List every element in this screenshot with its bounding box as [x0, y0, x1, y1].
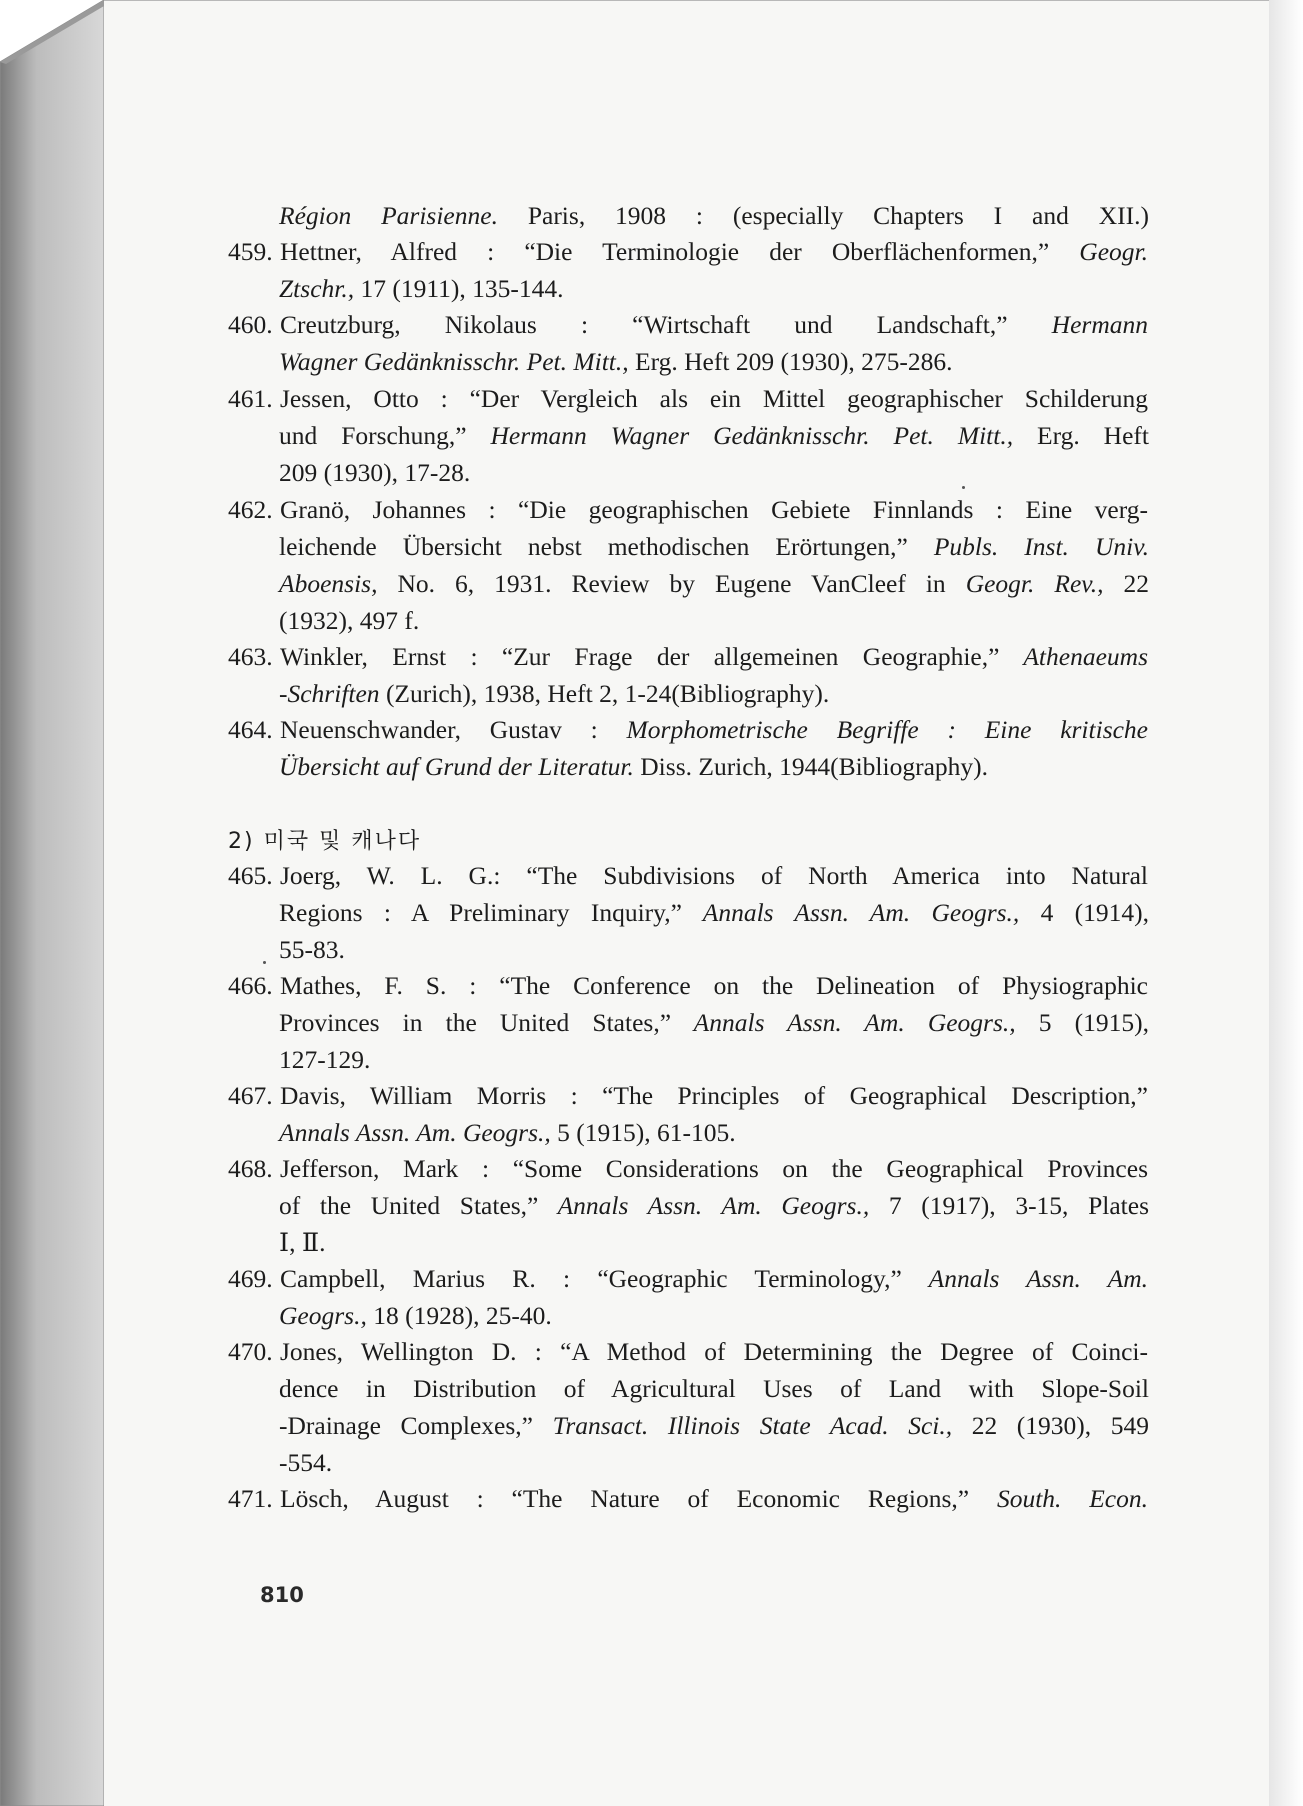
- print-speck: [962, 486, 965, 489]
- entry-465-cont2: 55-83.: [279, 935, 345, 964]
- entry-467-cont: Annals Assn. Am. Geogrs., 5 (1915), 61-105.: [279, 1118, 736, 1147]
- entry-468: 468. Jefferson, Mark : “Some Considerations on the Geographical Provinces: [228, 1154, 1148, 1183]
- page-edge-shadow: [1269, 0, 1303, 1806]
- entry-460-cont: Wagner Gedänknisschr. Pet. Mitt., Erg. Heft 209 (1930), 275-286.: [279, 347, 953, 376]
- entry-464-cont: Übersicht auf Grund der Literatur. Diss. Zurich, 1944(Bibliography).: [279, 752, 989, 781]
- entry-460: 460. Creutzburg, Nikolaus : “Wirtschaft und Landschaft,” Hermann: [228, 310, 1148, 339]
- entry-462-cont2: Aboensis, No. 6, 1931. Review by Eugene VanCleef in Geogr. Rev., 22: [279, 569, 1149, 598]
- book-page: [104, 0, 1270, 1806]
- entry-459-cont: Ztschr., 17 (1911), 135-144.: [279, 274, 564, 303]
- section-heading: 2) 미국 및 캐나다: [228, 829, 422, 854]
- entry-465: 465. Joerg, W. L. G.: “The Subdivisions of North America into Natural: [228, 861, 1148, 890]
- entry-470-cont: dence in Distribution of Agricultural Uses of Land with Slope-Soil: [279, 1374, 1149, 1403]
- entry-466-cont: Provinces in the United States,” Annals Assn. Am. Geogrs., 5 (1915),: [279, 1008, 1150, 1037]
- page-text: [104, 1, 1269, 1806]
- entry-470: 470. Jones, Wellington D. : “A Method of Determining the Degree of Coinci-: [228, 1337, 1148, 1366]
- entry-466: 466. Mathes, F. S. : “The Conference on the Delineation of Physiographic: [228, 971, 1148, 1000]
- entry-465-cont: Regions : A Preliminary Inquiry,” Annals Assn. Am. Geogrs., 4 (1914),: [279, 898, 1150, 927]
- entry-469-cont: Geogrs., 18 (1928), 25-40.: [279, 1301, 552, 1330]
- entry-469: 469. Campbell, Marius R. : “Geographic Terminology,” Annals Assn. Am.: [228, 1264, 1149, 1293]
- entry-468-cont: of the United States,” Annals Assn. Am. Geogrs., 7 (1917), 3-15, Plates: [279, 1191, 1150, 1220]
- book-spine: [0, 0, 104, 1806]
- entry-459: 459. Hettner, Alfred : “Die Terminologie der Oberflächenformen,” Geogr.: [228, 237, 1148, 266]
- entry-464: 464. Neuenschwander, Gustav : Morphometrische Begriffe : Eine kritische: [228, 715, 1148, 744]
- entry-462-cont3: (1932), 497 f.: [279, 606, 420, 635]
- page-number: 810: [260, 1583, 304, 1607]
- entry-466-cont2: 127-129.: [279, 1045, 371, 1074]
- continued-line: Région Parisienne. Paris, 1908 : (especially Chapters I and XII.): [279, 201, 1149, 230]
- entry-467: 467. Davis, William Morris : “The Principles of Geographical Description,”: [228, 1081, 1148, 1110]
- entry-470-cont2: -Drainage Complexes,” Transact. Illinois State Acad. Sci., 22 (1930), 549: [279, 1411, 1150, 1440]
- entry-461: 461. Jessen, Otto : “Der Vergleich als ein Mittel geographischer Schilderung: [228, 384, 1148, 413]
- entry-461-cont: und Forschung,” Hermann Wagner Gedänknisschr. Pet. Mitt., Erg. Heft: [279, 421, 1149, 450]
- entry-468-cont2: Ⅰ, Ⅱ.: [279, 1228, 326, 1257]
- entry-462-cont: leichende Übersicht nebst methodischen Erörtungen,” Publs. Inst. Univ.: [279, 532, 1149, 561]
- entry-463: 463. Winkler, Ernst : “Zur Frage der allgemeinen Geographie,” Athenaeums: [228, 642, 1148, 671]
- entry-470-cont3: -554.: [279, 1448, 333, 1477]
- print-speck: [263, 961, 266, 964]
- entry-463-cont: -Schriften (Zurich), 1938, Heft 2, 1-24(Bibliography).: [279, 679, 830, 708]
- entry-462: 462. Granö, Johannes : “Die geographischen Gebiete Finnlands : Eine verg-: [228, 495, 1148, 524]
- entry-471: 471. Lösch, August : “The Nature of Economic Regions,” South. Econ.: [228, 1484, 1148, 1513]
- entry-461-cont2: 209 (1930), 17-28.: [279, 458, 471, 487]
